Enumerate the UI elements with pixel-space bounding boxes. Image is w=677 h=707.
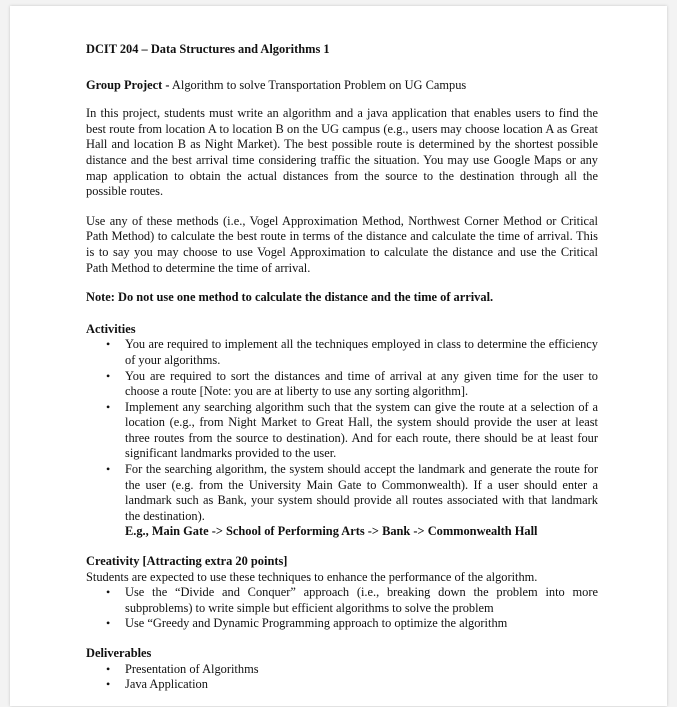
- activity-text: Implement any searching algorithm such that the system can give the route at a selection of a location (e.g., from Night Market to Great Hall, the system should provide the user at least three routes from the source to destination). And for each route, there should be at least four significant landmarks provided to the user.: [125, 399, 598, 461]
- bullet-icon: •: [106, 616, 111, 631]
- bullet-icon: •: [106, 677, 111, 692]
- bullet-icon: •: [106, 368, 111, 383]
- intro-paragraph: In this project, students must write an algorithm and a java application that enables users to find the best route from location A to location B on the UG campus (e.g., users may choose location A as Great Hall and location B as Night Market). The best possible route is determined by the shortest possible distance and the best arrival time considering traffic the situation. You may use Google Maps or any map application to obtain the actual distances from the source to the destination through all the possible routes.: [86, 106, 598, 199]
- list-item: [86, 677, 598, 693]
- activity-text: You are required to implement all the techniques employed in class to determine the efficiency of your algorithms.: [125, 337, 598, 367]
- activities-heading: Activities: [86, 321, 136, 336]
- deliverable-text: Java Application: [125, 677, 208, 692]
- methods-paragraph: Use any of these methods (i.e., Vogel Approximation Method, Northwest Corner Method or Critical Path Method) to calculate the best route in terms of the distance and calculate the time of arrival. This is to say you may choose to use Vogel Approximation to calculate the distance and use the Critical Path Method to determine the time of arrival.: [86, 213, 598, 275]
- subtitle-text: Algorithm to solve Transportation Problem on UG Campus: [169, 77, 467, 92]
- deliverables-list: [86, 662, 598, 693]
- creativity-heading: Creativity [Attracting extra 20 points]: [86, 554, 288, 569]
- list-item: [86, 585, 598, 616]
- creativity-text: Use the “Divide and Conquer” approach (i.e., breaking down the problem into more subproblems) to write simple but efficient algorithms to solve the problem: [125, 585, 598, 615]
- activities-list: [86, 337, 598, 540]
- list-item: [86, 369, 598, 400]
- bullet-icon: •: [106, 462, 111, 477]
- deliverables-heading: Deliverables: [86, 646, 152, 660]
- deliverable-text: Presentation of Algorithms: [125, 661, 259, 676]
- document-page: [10, 6, 667, 706]
- bullet-icon: •: [106, 399, 111, 414]
- bullet-icon: •: [106, 585, 111, 600]
- list-item: [86, 337, 598, 368]
- subtitle-lead: Group Project -: [86, 77, 170, 92]
- activity-text: For the searching algorithm, the system should accept the landmark and generate the route for the user (e.g. from the University Main Gate to Commonwealth). If a user should enter a landmark such as Bank, your system should provide all routes associated with that landmark the destination).: [125, 462, 598, 523]
- list-item: [86, 462, 598, 540]
- list-item: [86, 662, 598, 678]
- list-item: [86, 400, 598, 462]
- route-example: E.g., Main Gate -> School of Performing Arts -> Bank -> Commonwealth Hall: [125, 524, 538, 539]
- bullet-icon: •: [106, 337, 111, 352]
- bullet-icon: •: [106, 661, 111, 676]
- creativity-list: [86, 585, 598, 632]
- methods-note: Note: Do not use one method to calculate the distance and the time of arrival.: [86, 290, 494, 305]
- course-title: DCIT 204 – Data Structures and Algorithms 1: [86, 42, 330, 56]
- document-content: [86, 42, 598, 707]
- creativity-text: Use “Greedy and Dynamic Programming approach to optimize the algorithm: [125, 616, 508, 631]
- activity-text: You are required to sort the distances and time of arrival at any given time for the user to choose a route [Note: you are at liberty to use any sorting algorithm].: [125, 368, 598, 399]
- creativity-intro: Students are expected to use these techniques to enhance the performance of the algorithm.: [86, 569, 538, 584]
- list-item: [86, 616, 598, 632]
- project-subtitle: [86, 78, 598, 94]
